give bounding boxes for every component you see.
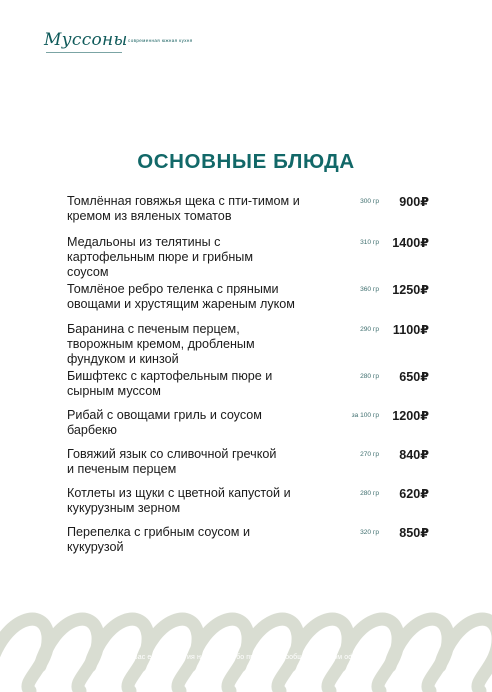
menu-item xyxy=(67,486,437,525)
item-weight: 300 гр xyxy=(360,198,379,205)
logo: Муссоны xyxy=(44,30,128,50)
menu-item xyxy=(67,408,437,447)
item-weight: 280 гр xyxy=(360,490,379,497)
item-name: Медальоны из телятины с картофельным пюре и грибным соусом xyxy=(67,235,253,279)
item-price: 1400₽ xyxy=(392,236,429,250)
item-name: Перепелка с грибным соусом и кукурузой xyxy=(67,525,251,554)
menu-list xyxy=(67,194,437,564)
item-price: 900₽ xyxy=(399,195,429,209)
menu-item xyxy=(67,282,437,322)
item-name: Бишфтекс с картофельным пюре и сырным муссом xyxy=(67,369,273,398)
item-price: 1200₽ xyxy=(392,409,429,423)
tagline: современная южная кухня xyxy=(128,38,193,43)
item-weight: 290 гр xyxy=(360,326,379,333)
item-weight: 280 гр xyxy=(360,373,379,380)
item-price: 620₽ xyxy=(399,487,429,501)
item-weight: 320 гр xyxy=(360,529,379,536)
menu-item xyxy=(67,235,437,282)
header xyxy=(44,26,244,56)
menu-item xyxy=(67,322,437,369)
decorative-swirl-pattern xyxy=(0,596,492,692)
menu-item xyxy=(67,194,437,235)
item-price: 840₽ xyxy=(399,448,429,462)
item-weight: 270 гр xyxy=(360,451,379,458)
item-name: Томлённая говяжья щека с пти-тимом и кремом из вяленых томатов xyxy=(67,194,300,223)
item-weight: 310 гр xyxy=(360,239,379,246)
menu-item xyxy=(67,369,437,408)
item-weight: 360 гр xyxy=(360,286,379,293)
item-name: Котлеты из щуки с цветной капустой и кукурузным зерном xyxy=(67,486,291,515)
item-price: 1250₽ xyxy=(392,283,429,297)
menu-item xyxy=(67,525,437,564)
item-name: Рибай с овощами гриль и соусом барбекю xyxy=(67,408,262,437)
item-name: Томлёное ребро теленка с пряными овощами и хрустящим жареным луком xyxy=(67,282,295,311)
menu-item xyxy=(67,447,437,486)
page-title: ОСНОВНЫЕ БЛЮДА xyxy=(137,150,355,173)
item-name: Говяжий язык со сливочной гречкой и печеным перцем xyxy=(67,447,277,476)
item-name: Баранина с печеным перцем, творожным кремом, дробленым фундуком и кинзой xyxy=(67,322,255,366)
logo-underline xyxy=(46,52,122,53)
item-price: 1100₽ xyxy=(392,323,429,337)
allergy-note: Если у Вас есть аллергия на какие-либо продукты, сообщите об этом официанту! xyxy=(108,654,384,661)
item-weight: за 100 гр xyxy=(351,412,379,419)
item-price: 850₽ xyxy=(399,526,429,540)
item-price: 650₽ xyxy=(399,370,429,384)
